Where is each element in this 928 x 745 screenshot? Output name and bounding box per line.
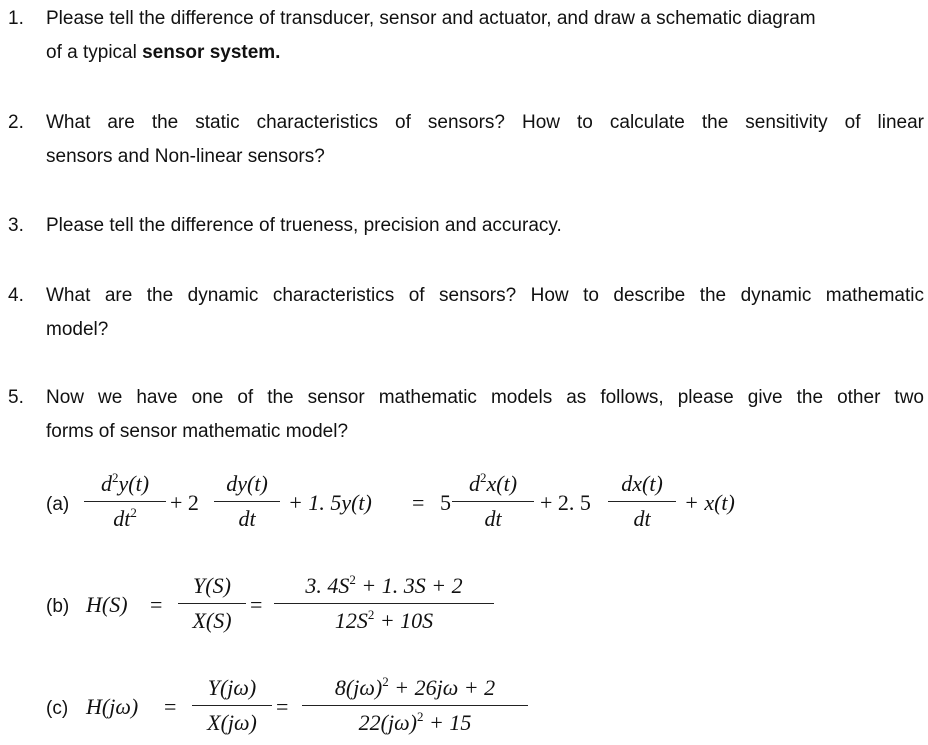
question-number: 2. (8, 112, 24, 133)
equation-label: (c) (46, 698, 69, 719)
fraction-numerator (452, 470, 534, 498)
fraction-numerator (274, 572, 494, 600)
question-line: Please tell the difference of transducer, sensor and actuator, and draw a schematic diagram (46, 8, 816, 29)
fraction-denominator (274, 607, 494, 635)
exponent: 2 (130, 505, 137, 520)
math-text: 22(jω) (358, 710, 417, 735)
fraction-transfer-jw (302, 674, 528, 737)
fraction-denominator: X(jω) (207, 710, 257, 735)
math-term: + 2. 5 (540, 490, 591, 515)
question-text (46, 381, 924, 449)
fraction-bar (178, 603, 246, 604)
bold-term: sensor system. (142, 42, 281, 63)
question-number: 5. (8, 387, 24, 408)
exponent: 2 (382, 674, 389, 689)
exponent: 2 (111, 470, 119, 485)
equals-sign: = (412, 490, 425, 515)
math-text: 3. 4S (305, 573, 350, 598)
question-number: 4. (8, 285, 24, 306)
fraction-numerator: dx(t) (621, 471, 663, 496)
math-text: + 1. 3S + 2 (361, 573, 463, 598)
fraction-bar (274, 603, 494, 604)
math-text: x(t) (486, 471, 518, 496)
math-d: d (468, 471, 480, 496)
math-text: + 10S (379, 608, 434, 633)
fraction-dy-dt (214, 470, 280, 533)
question-text (46, 2, 924, 70)
fraction-transfer-s (274, 572, 494, 635)
fraction-numerator (302, 674, 528, 702)
exponent: 2 (349, 572, 356, 587)
math-text: y(t) (118, 471, 150, 496)
fraction-denominator: dt (238, 506, 256, 531)
question-line: What are the static characteristics of sensors? How to calculate the sensitivity of linear (46, 112, 924, 133)
fraction-bar (452, 501, 534, 502)
exponent: 2 (416, 709, 424, 724)
question-text (46, 279, 924, 347)
equals-sign: = (250, 592, 263, 617)
equation-label: (a) (46, 494, 70, 515)
fraction-d2x-dt2 (452, 470, 534, 533)
equals-sign: = (150, 592, 163, 617)
fraction-numerator: dy(t) (226, 471, 268, 496)
fraction-bar (302, 705, 528, 706)
question-line: Please tell the difference of trueness, precision and accuracy. (46, 215, 562, 236)
math-text: + 26jω + 2 (394, 675, 496, 700)
equals-sign: = (164, 694, 177, 719)
math-text: 8(jω) (334, 675, 383, 700)
equation-label: (b) (46, 596, 70, 617)
math-term: + 1. 5y(t) (288, 490, 372, 515)
question-line (46, 36, 924, 70)
fraction-numerator: Y(S) (193, 573, 231, 598)
fraction-denominator: dt (633, 506, 651, 531)
fraction-denominator (302, 709, 528, 737)
fraction-d2y-dt2 (84, 470, 166, 533)
question-line: Now we have one of the sensor mathematic models as follows, please give the other two (46, 387, 924, 408)
fraction-bar (214, 501, 280, 502)
question-line: What are the dynamic characteristics of sensors? How to describe the dynamic mathematic (46, 285, 924, 306)
math-term: + x(t) (684, 490, 735, 515)
math-term: + 2 (170, 490, 199, 515)
math-d: d (100, 471, 112, 496)
fraction-yjw-xjw (192, 674, 272, 737)
question-line: model? (46, 319, 109, 340)
fraction-dx-dt (608, 470, 676, 533)
math-text: 12S (334, 608, 368, 633)
math-term: H(S) (86, 592, 128, 617)
math-text: + 15 (428, 710, 472, 735)
fraction-bar (192, 705, 272, 706)
fraction-bar (84, 501, 166, 502)
exponent: 2 (367, 607, 375, 622)
question-number: 1. (8, 8, 24, 29)
fraction-denominator: X(S) (192, 608, 232, 633)
fraction-bar (608, 501, 676, 502)
question-number: 3. (8, 215, 24, 236)
question-line: forms of sensor mathematic model? (46, 421, 349, 442)
question-line: sensors and Non-linear sensors? (46, 146, 325, 167)
math-text: dt (113, 506, 131, 531)
math-term: H(jω) (86, 694, 139, 719)
fraction-ys-xs (178, 572, 246, 635)
question-text (46, 106, 924, 174)
math-term: 5 (440, 490, 451, 515)
fraction-numerator: Y(jω) (207, 675, 257, 700)
question-text (46, 209, 924, 243)
exponent: 2 (479, 470, 487, 485)
question-line-part: of a typical (46, 42, 143, 63)
fraction-denominator: dt (484, 506, 502, 531)
fraction-denominator (84, 505, 166, 533)
fraction-numerator (84, 470, 166, 498)
equals-sign: = (276, 694, 289, 719)
